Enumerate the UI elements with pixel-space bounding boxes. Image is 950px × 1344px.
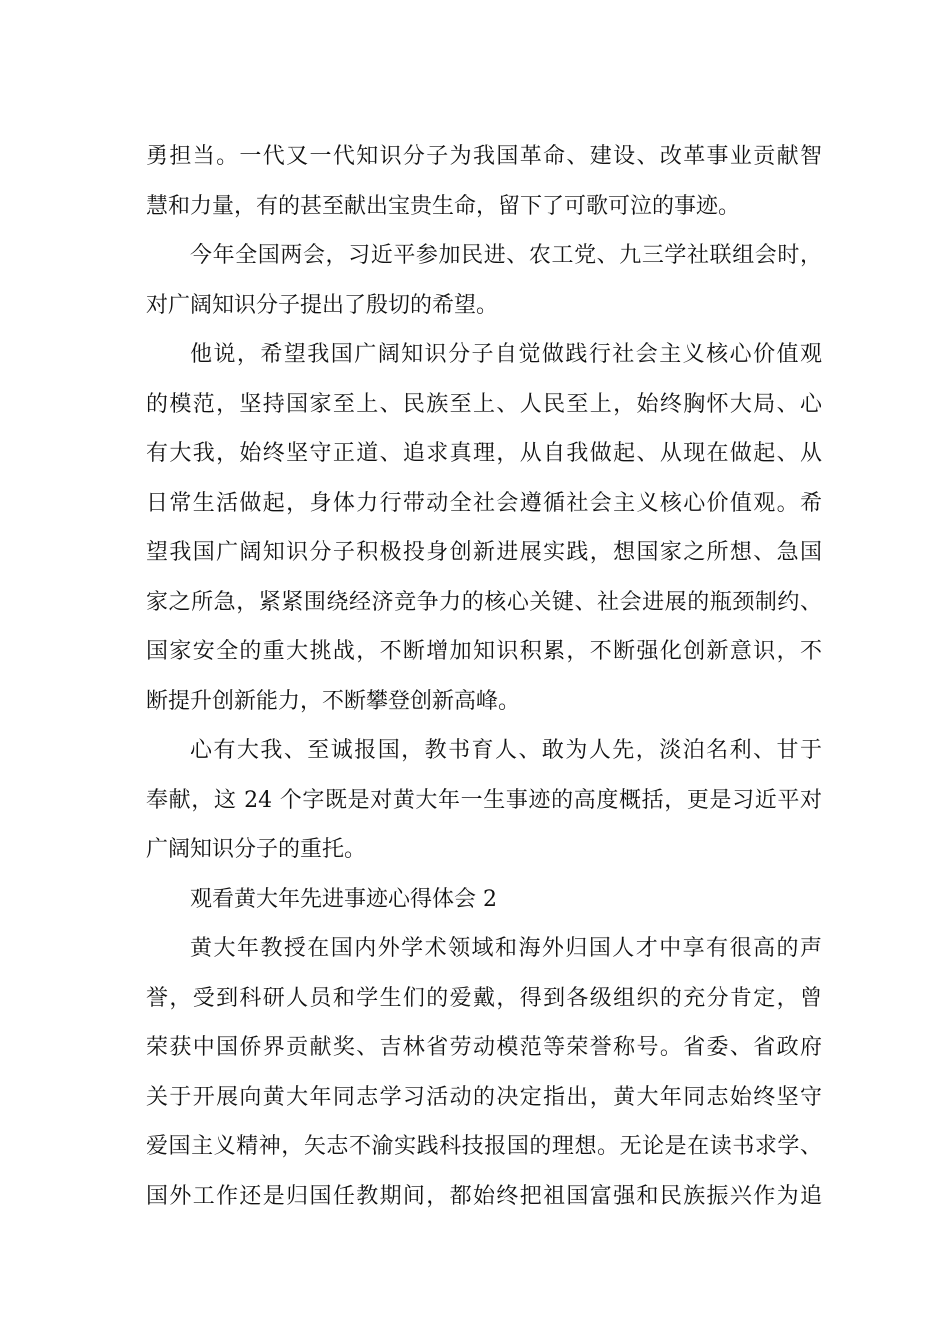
text-line: 有大我，始终坚守正道、追求真理，从自我做起、从现在做起、从 [146,441,822,466]
text-line: 勇担当。一代又一代知识分子为我国革命、建设、改革事业贡献智 [146,144,822,169]
text-line: 爱国主义精神，矢志不渝实践科技报国的理想。无论是在读书求学、 [146,1134,822,1159]
body-text [146,132,822,1221]
text-line: 国外工作还是归国任教期间，都始终把祖国富强和民族振兴作为追 [146,1183,822,1209]
text-line: 关于开展向黄大年同志学习活动的决定指出，黄大年同志始终坚守 [146,1084,822,1110]
text-line: 的模范，坚持国家至上、民族至上、人民至上，始终胸怀大局、心 [146,391,822,417]
text-line: 观看黄大年先进事迹心得体会 2 [190,886,497,912]
text-line: 慧和力量，有的甚至献出宝贵生命，留下了可歌可泣的事迹。 [146,193,741,219]
text-line: 今年全国两会，习近平参加民进、农工党、九三学社联组会时， [190,243,822,268]
text-line: 对广阔知识分子提出了殷切的希望。 [146,292,499,318]
text-line: 断提升创新能力，不断攀登创新高峰。 [146,688,521,714]
text-line: 荣获中国侨界贡献奖、吉林省劳动模范等荣誉称号。省委、省政府 [146,1035,822,1060]
text-line: 心有大我、至诚报国，教书育人、敢为人先，淡泊名利、甘于 [190,738,822,763]
text-line: 黄大年教授在国内外学术领域和海外归国人才中享有很高的声 [190,936,822,961]
text-line: 望我国广阔知识分子积极投身创新进展实践，想国家之所想、急国 [146,540,822,565]
text-line: 他说，希望我国广阔知识分子自觉做践行社会主义核心价值观 [190,342,822,367]
text-line: 誉，受到科研人员和学生们的爱戴，得到各级组织的充分肯定，曾 [146,985,822,1011]
text-line: 日常生活做起，身体力行带动全社会遵循社会主义核心价值观。希 [146,490,822,516]
text-line: 广阔知识分子的重托。 [146,837,367,862]
text-line: 家之所急，紧紧围绕经济竞争力的核心关键、社会进展的瓶颈制约、 [146,589,822,615]
text-line: 国家安全的重大挑战，不断增加知识积累，不断强化创新意识，不 [146,639,822,664]
text-line: 奉献，这 24 个字既是对黄大年一生事迹的高度概括，更是习近平对 [146,787,822,813]
